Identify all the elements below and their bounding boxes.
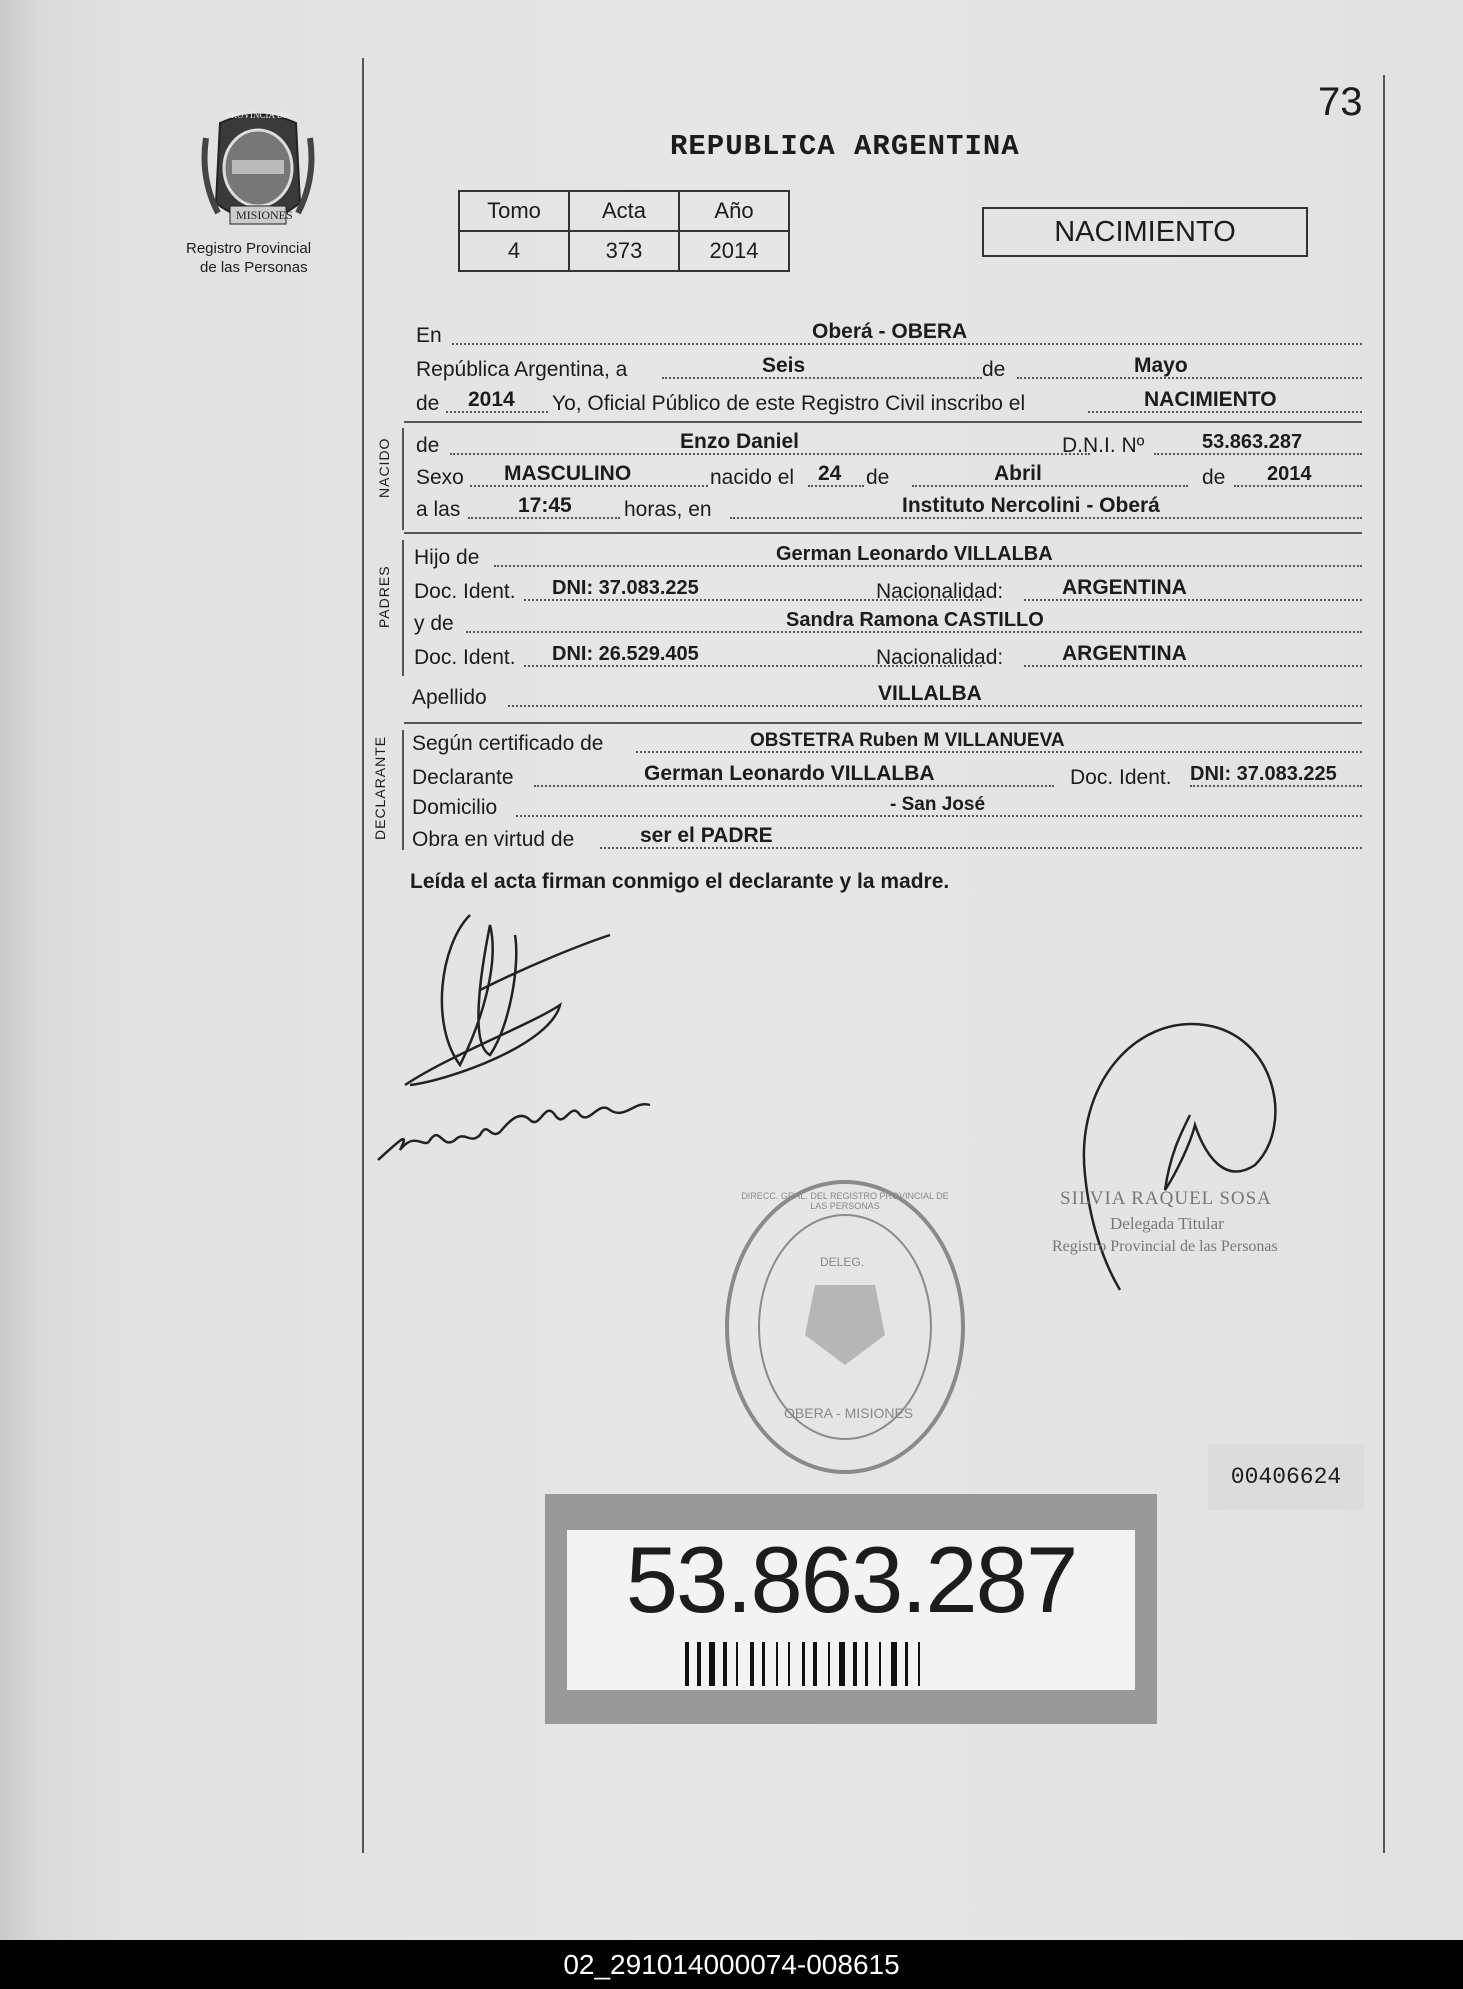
section-bracket	[402, 540, 404, 676]
barcode-bar	[802, 1642, 805, 1686]
left-margin-line	[362, 58, 364, 1853]
record-type-box: NACIMIENTO	[982, 207, 1308, 257]
page-number: 73	[1318, 80, 1363, 124]
section-label-nacido: NACIDO	[376, 437, 392, 498]
value-padre-nac: ARGENTINA	[1062, 576, 1187, 599]
document-title: REPUBLICA ARGENTINA	[670, 130, 1020, 163]
dotted-line	[912, 485, 1188, 487]
barcode-inner	[567, 1527, 1135, 1690]
row-obra-virtud	[412, 824, 1362, 852]
label-de: de	[982, 358, 1006, 381]
label-nacido-el: nacido el	[710, 466, 795, 489]
official-name: SILVIA RAQUEL SOSA	[1060, 1188, 1272, 1209]
row-padre-doc	[412, 576, 1362, 604]
label-domicilio: Domicilio	[412, 796, 498, 819]
logo-caption-1: Registro Provincial	[186, 240, 312, 257]
barcode-label	[545, 1494, 1157, 1724]
dotted-line	[662, 377, 982, 379]
label-horas-en: horas, en	[624, 498, 712, 521]
label-segun-cert: Según certificado de	[412, 732, 604, 755]
row-en	[412, 320, 1362, 348]
label-de: de	[1202, 466, 1226, 489]
label-sexo: Sexo	[416, 466, 464, 489]
label-apellido: Apellido	[412, 686, 487, 709]
barcode-bar	[905, 1642, 908, 1686]
footer-id: 02_291014000074-008615	[0, 1940, 1463, 1989]
stub-number: 00406624	[1208, 1444, 1364, 1510]
label-hijo-de: Hijo de	[414, 546, 480, 569]
table-value-acta: 373	[569, 231, 679, 271]
value-apellido: VILLALBA	[878, 682, 982, 705]
logo-caption-2: de las Personas	[200, 259, 308, 276]
value-madre-doc: DNI: 26.529.405	[552, 643, 699, 665]
label-a-las: a las	[416, 498, 461, 521]
label-de: de	[416, 434, 440, 457]
barcode-bar	[891, 1642, 897, 1686]
seal-outer-text: DIRECC. GRAL. DEL REGISTRO PROVINCIAL DE LAS PERSONAS	[741, 1191, 949, 1211]
table-value-tomo: 4	[459, 231, 569, 271]
value-mes: Mayo	[1134, 354, 1188, 377]
value-anio: 2014	[468, 388, 515, 411]
table-header-tomo: Tomo	[459, 191, 569, 231]
barcode-bar	[697, 1642, 701, 1686]
value-nac-dia: 24	[818, 462, 842, 485]
seal-sub-text: DELEG.	[820, 1255, 865, 1269]
value-dia: Seis	[762, 354, 806, 377]
value-nac-mes: Abril	[994, 462, 1042, 485]
barcode-bar	[762, 1642, 765, 1686]
value-madre: Sandra Ramona CASTILLO	[786, 609, 1044, 631]
barcode-bar	[839, 1642, 845, 1686]
barcode-bar	[918, 1642, 920, 1686]
row-hora	[412, 494, 1362, 522]
right-margin-line	[1383, 75, 1385, 1853]
table-header-acta: Acta	[569, 191, 679, 231]
label-nacionalidad: Nacionalidad:	[876, 646, 1004, 669]
barcode-bar	[879, 1642, 881, 1686]
row-domicilio	[412, 792, 1362, 820]
barcode-number: 53.863.287	[625, 1527, 1077, 1632]
official-signature	[1065, 1005, 1315, 1305]
value-domicilio: - San José	[890, 794, 986, 815]
value-obra-virtud: ser el PADRE	[640, 824, 773, 847]
section-label-declarante: DECLARANTE	[372, 735, 388, 840]
barcode-bar	[736, 1642, 738, 1686]
separator-line	[404, 532, 1362, 534]
row-fecha	[412, 354, 1362, 382]
barcode-bar	[788, 1642, 790, 1686]
row-sexo	[412, 462, 1362, 490]
value-certificado: OBSTETRA Ruben M VILLANUEVA	[750, 730, 1065, 751]
row-apellido	[412, 682, 1362, 710]
barcode-bar	[865, 1642, 868, 1686]
label-republica: República Argentina, a	[416, 358, 628, 381]
separator-line	[404, 722, 1362, 724]
value-declarante: German Leonardo VILLALBA	[644, 762, 935, 785]
closing-statement: Leída el acta firman conmigo el declarante y la madre.	[410, 870, 950, 893]
label-doc-ident: Doc. Ident.	[1070, 766, 1172, 789]
registry-seal	[720, 1175, 970, 1480]
barcode-bar	[685, 1642, 689, 1686]
value-nombre: Enzo Daniel	[680, 430, 800, 453]
label-declarante: Declarante	[412, 766, 514, 789]
value-padre: German Leonardo VILLALBA	[776, 543, 1053, 565]
value-sexo: MASCULINO	[504, 462, 632, 485]
barcode-bar	[853, 1642, 857, 1686]
value-madre-nac: ARGENTINA	[1062, 642, 1187, 665]
section-bracket	[402, 428, 404, 530]
value-hora: 17:45	[518, 494, 572, 517]
row-nombre	[412, 430, 1362, 458]
row-madre-doc	[412, 642, 1362, 670]
mother-signature	[370, 1060, 670, 1180]
province-logo	[200, 108, 316, 234]
dotted-line	[1017, 377, 1362, 379]
section-label-padres: PADRES	[376, 565, 392, 628]
barcode-bar	[709, 1642, 715, 1686]
row-oficial	[412, 388, 1362, 416]
barcode-bars	[685, 1642, 1057, 1686]
label-yo-oficial: Yo, Oficial Público de este Registro Civil inscribo el	[552, 392, 1026, 415]
label-de: de	[866, 466, 890, 489]
table-header-anio: Año	[679, 191, 789, 231]
value-lugar-nac: Instituto Nercolini - Oberá	[902, 494, 1160, 517]
label-de: de	[416, 392, 440, 415]
label-y-de: y de	[414, 612, 454, 635]
separator-line	[404, 421, 1362, 423]
official-office: Registro Provincial de las Personas	[1052, 1238, 1278, 1255]
value-declarante-doc: DNI: 37.083.225	[1190, 763, 1337, 785]
section-bracket	[402, 730, 404, 850]
barcode-bar	[723, 1642, 727, 1686]
label-dni: D.N.I. Nº	[1062, 434, 1145, 457]
row-declarante	[412, 762, 1362, 790]
value-tipo: NACIMIENTO	[1144, 388, 1277, 411]
seal-inner-text: OBERA - MISIONES	[784, 1405, 914, 1421]
label-doc-ident: Doc. Ident.	[414, 580, 516, 603]
official-role: Delegada Titular	[1110, 1214, 1224, 1233]
row-certificado	[412, 728, 1362, 756]
barcode-bar	[750, 1642, 754, 1686]
label-doc-ident: Doc. Ident.	[414, 646, 516, 669]
row-y-de	[412, 608, 1362, 636]
label-en: En	[416, 324, 442, 347]
barcode-bar	[776, 1642, 778, 1686]
barcode-bar	[828, 1642, 830, 1686]
value-lugar: Oberá - OBERA	[812, 320, 968, 343]
table-value-anio: 2014	[679, 231, 789, 271]
logo-text-top: PROVINCIA DE	[226, 110, 289, 120]
row-hijo-de	[412, 542, 1362, 570]
register-table	[458, 190, 790, 272]
value-dni: 53.863.287	[1202, 431, 1303, 453]
value-padre-doc: DNI: 37.083.225	[552, 577, 699, 599]
value-nac-anio: 2014	[1267, 463, 1312, 485]
label-obra-virtud: Obra en virtud de	[412, 828, 575, 851]
barcode-bar	[813, 1642, 817, 1686]
label-nacionalidad: Nacionalidad:	[876, 580, 1004, 603]
logo-text-bottom: MISIONES	[236, 208, 293, 222]
